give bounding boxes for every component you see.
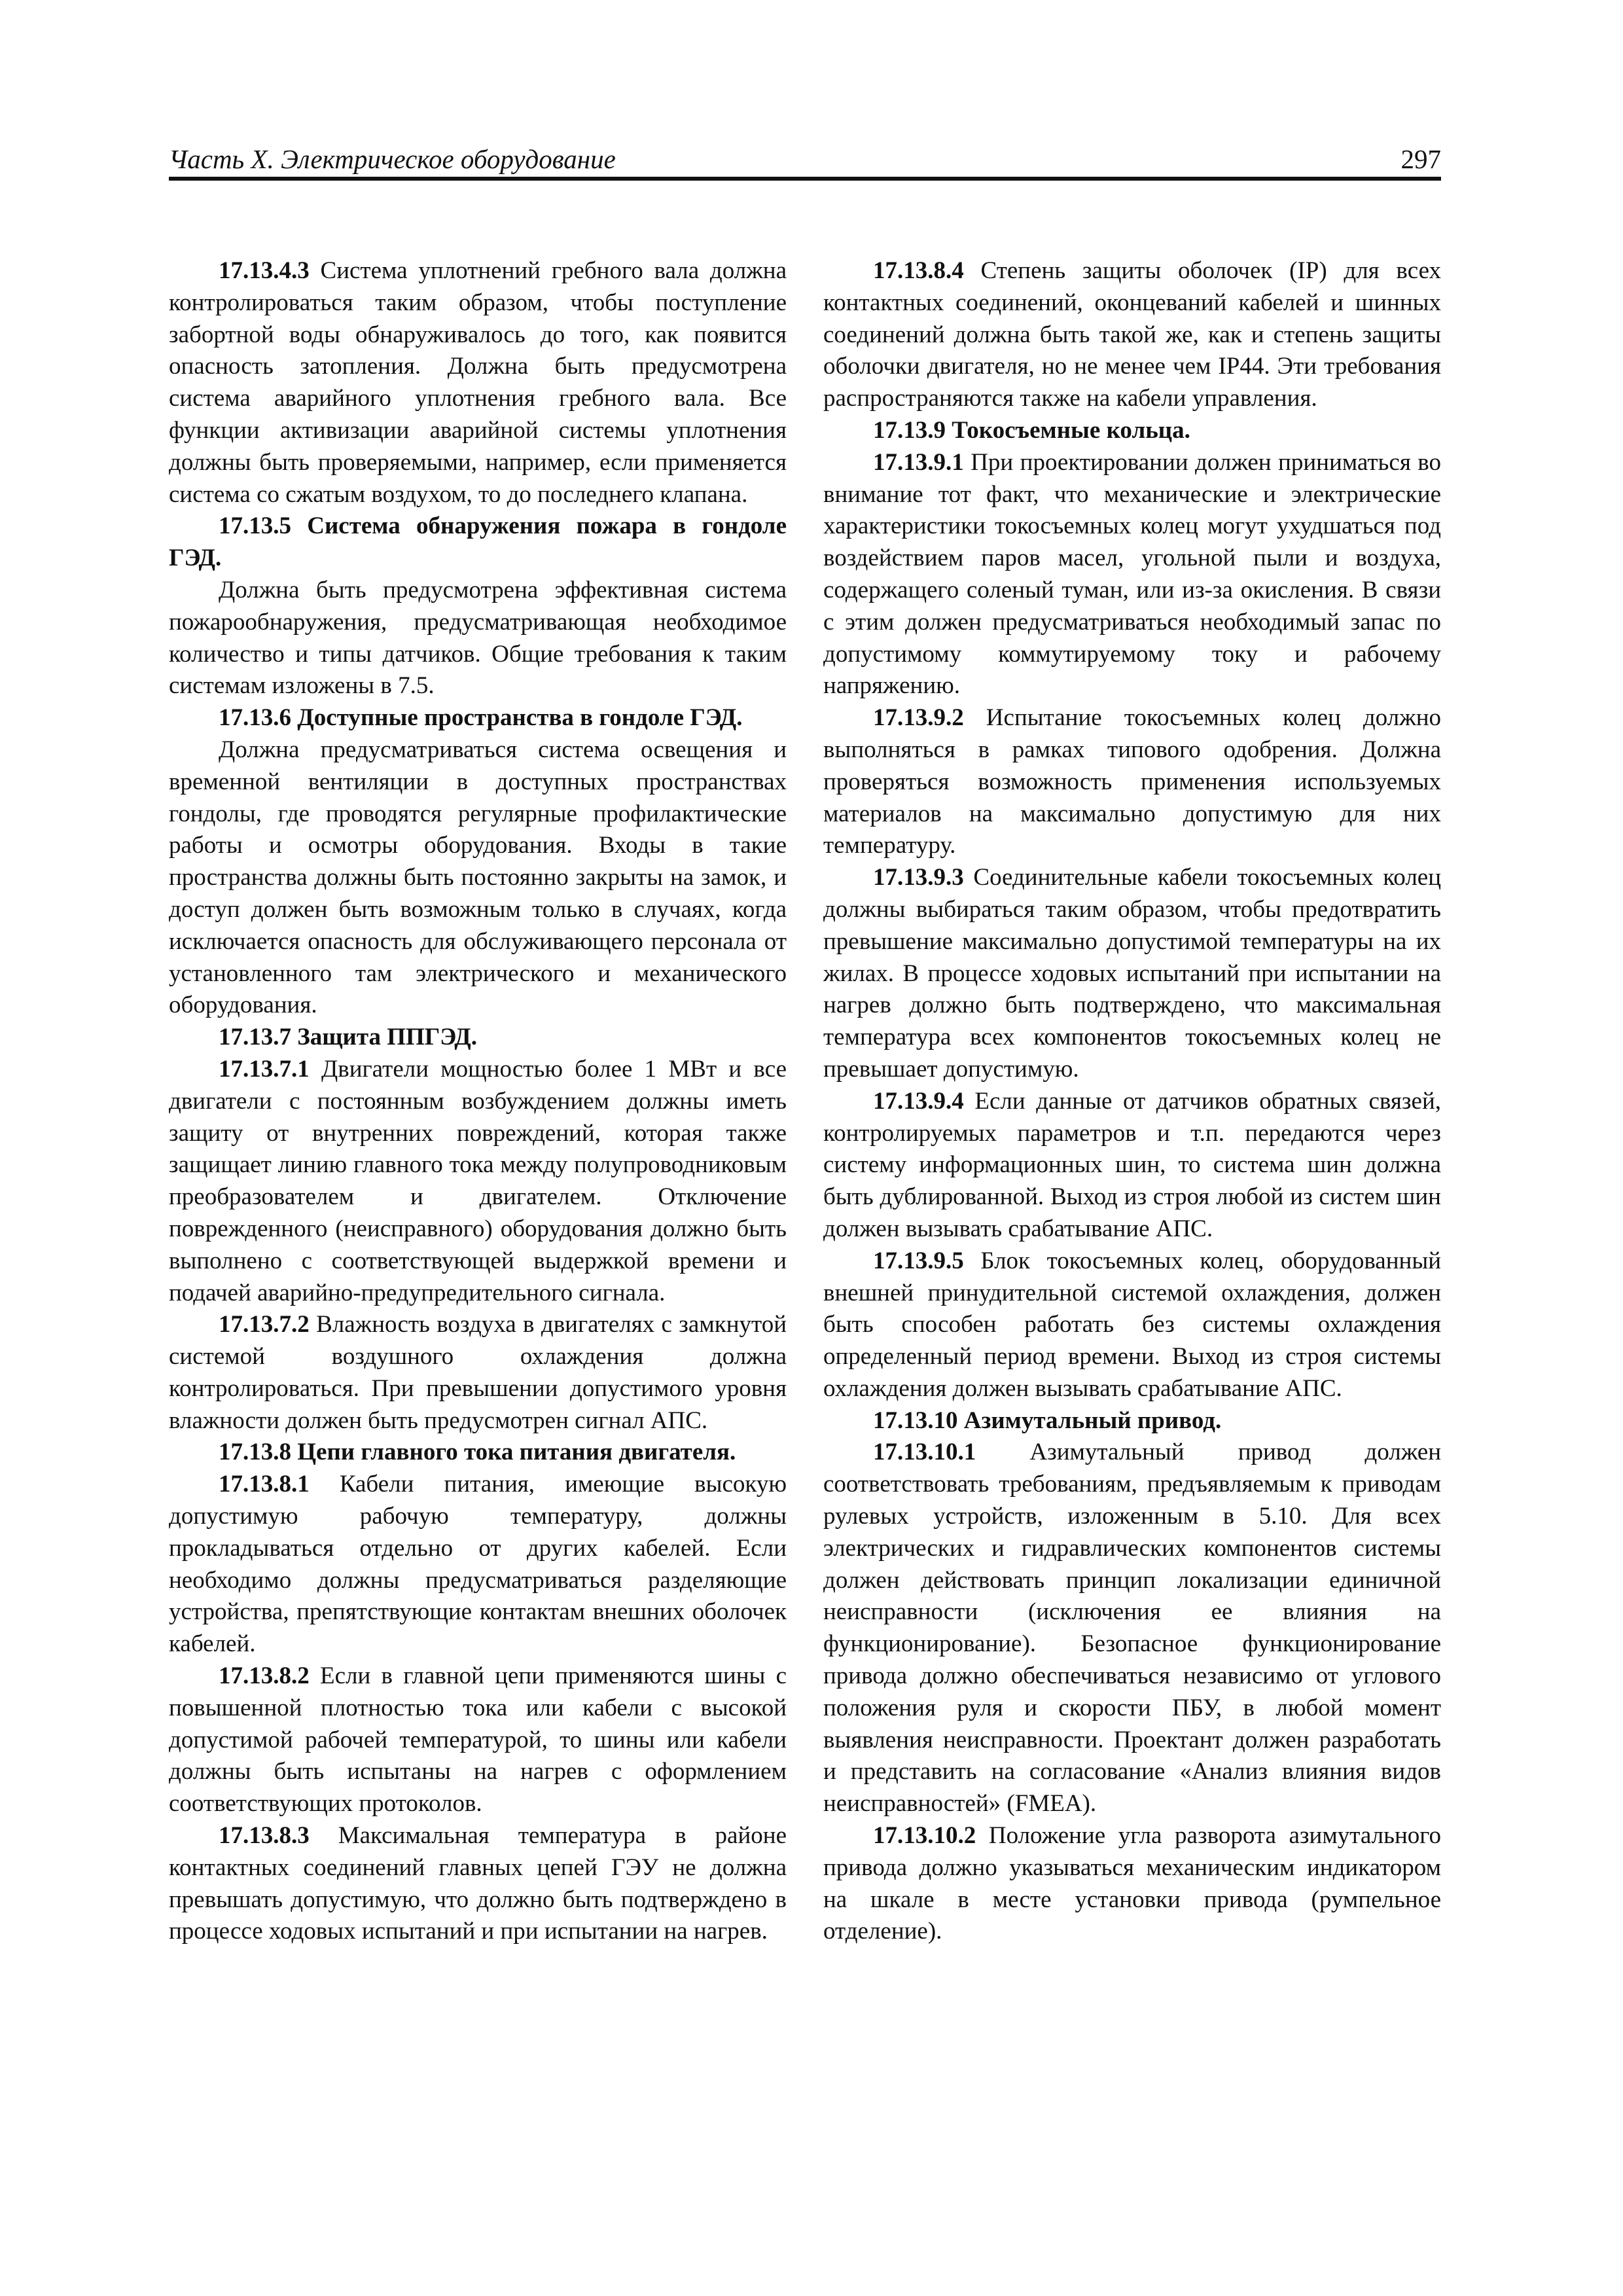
section-heading bbox=[823, 1405, 1441, 1437]
clause-number: 17.13.7.1 bbox=[219, 1055, 310, 1083]
paragraph bbox=[823, 862, 1441, 1086]
clause-number: 17.13.9.4 bbox=[873, 1087, 964, 1115]
paragraph-text: Должна предусматриваться система освещения и временной вентиляции в доступных пространствах гондолы, где проводятся регулярные профилактические работы и осмотры оборудования. Входы в такие пространства должны быть постоянно закрыты на замок, и доступ должен быть возможным только в случаях, когда исключается опасность для обслуживающего персонала от установленного там электрического и механического оборудования. bbox=[169, 736, 787, 1019]
heading-text: Токосъемные кольца. bbox=[952, 416, 1190, 444]
running-header bbox=[169, 139, 1441, 181]
paragraph bbox=[169, 1309, 787, 1437]
section-heading bbox=[823, 415, 1441, 447]
right-column bbox=[823, 255, 1441, 1948]
clause-number: 17.13.9 bbox=[873, 416, 946, 444]
section-heading bbox=[169, 1022, 787, 1054]
paragraph-text: Должна быть предусмотрена эффективная система пожарообнаружения, предусматривающая необходимое количество и типы датчиков. Общие требования к таким системам изложены в 7.5. bbox=[169, 576, 787, 700]
clause-number: 17.13.10 bbox=[873, 1407, 958, 1434]
clause-number: 17.13.8.2 bbox=[219, 1662, 310, 1690]
heading-text: Защита ППГЭД. bbox=[297, 1024, 478, 1051]
paragraph-text: Степень защиты оболочек (IP) для всех контактных соединений, оконцеваний кабелей и шинных соединений должна быть такой же, как и степень защиты оболочки двигателя, но не менее чем IP44. Эти требования распространяются также на кабели управления. bbox=[823, 257, 1441, 412]
clause-number: 17.13.8.3 bbox=[219, 1822, 310, 1850]
paragraph-text: Испытание токосъемных колец должно выполняться в рамках типового одобрения. Должна проверяться возможность применения используемых материалов на максимально допустимую для них температуру. bbox=[823, 704, 1441, 859]
clause-number: 17.13.8.4 bbox=[873, 257, 964, 284]
paragraph bbox=[169, 1054, 787, 1309]
paragraph-text: Положение угла разворота азимутального привода должно указываться механическим индикатором на шкале в месте установки привода (румпельное отделение). bbox=[823, 1822, 1441, 1945]
paragraph bbox=[823, 447, 1441, 702]
section-heading bbox=[169, 511, 787, 575]
heading-text: Цепи главного тока питания двигателя. bbox=[297, 1439, 736, 1466]
paragraph bbox=[823, 1086, 1441, 1246]
clause-number: 17.13.10.1 bbox=[873, 1439, 976, 1466]
heading-text: Азимутальный привод. bbox=[963, 1407, 1222, 1434]
paragraph-text: Если данные от датчиков обратных связей, контролируемых параметров и т.п. передаются через систему информационных шин, то система шин должна быть дублированной. Выход из строя любой из систем шин должен вызывать срабатывание АПС. bbox=[823, 1087, 1442, 1242]
paragraph-text: Блок токосъемных колец, оборудованный внешней принудительной системой охлаждения, должен быть способен работать без системы охлаждения определенный период времени. Выход из строя системы охлаждения должен вызывать срабатывание АПС. bbox=[823, 1247, 1441, 1402]
paragraph-text: Двигатели мощностью более 1 МВт и все двигатели с постоянным возбуждением должны иметь защиту от внутренних повреждений, которая также защищает линию главного тока между полупроводниковым преобразователем и двигателем. Отключение поврежденного (неисправного) оборудования должно быть выполнено с соответствующей выдержкой времени и подачей аварийно-предупредительного сигнала. bbox=[169, 1055, 787, 1306]
clause-number: 17.13.9.1 bbox=[873, 448, 964, 476]
paragraph-text: Если в главной цепи применяются шины с повышенной плотностью тока или кабели с высокой допустимой рабочей температурой, то шины или кабели должны быть испытаны на нагрев с оформлением соответствующих протоколов. bbox=[169, 1662, 787, 1818]
paragraph bbox=[823, 1437, 1441, 1820]
clause-number: 17.13.4.3 bbox=[219, 257, 310, 284]
paragraph bbox=[169, 575, 787, 702]
clause-number: 17.13.9.2 bbox=[873, 704, 964, 732]
paragraph bbox=[823, 1820, 1441, 1948]
paragraph bbox=[169, 255, 787, 511]
paragraph bbox=[823, 1246, 1441, 1405]
section-heading bbox=[169, 1437, 787, 1469]
clause-number: 17.13.10.2 bbox=[873, 1822, 976, 1850]
heading-text: Доступные пространства в гондоле ГЭД. bbox=[297, 704, 743, 732]
clause-number: 17.13.8 bbox=[219, 1439, 291, 1466]
paragraph bbox=[169, 1820, 787, 1948]
section-heading bbox=[169, 702, 787, 734]
paragraph-text: Влажность воздуха в двигателях с замкнутой системой воздушного охлаждения должна контролироваться. При превышении допустимого уровня влажности должен быть предусмотрен сигнал АПС. bbox=[169, 1311, 787, 1434]
paragraph-text: Максимальная температура в районе контактных соединений главных цепей ГЭУ не должна превышать допустимую, что должно быть подтверждено в процессе ходовых испытаний и при испытании на нагрев. bbox=[169, 1822, 787, 1945]
paragraph-text: Азимутальный привод должен соответствовать требованиям, предъявляемым к приводам рулевых устройств, изложенным в 5.10. Для всех электрических и гидравлических компонентов системы должен действовать принцип локализации единичной неисправности (исключения ее влияния на функционирование). Безопасное функционирование привода должно обеспечиваться независимо от углового положения руля и скорости ПБУ, в любой момент выявления неисправности. Проектант должен разработать и представить на согласование «Анализ влияния видов неисправностей» (FMEA). bbox=[823, 1439, 1442, 1818]
heading-text: Система обнаружения пожара в гондоле ГЭД. bbox=[169, 512, 787, 572]
paragraph bbox=[823, 702, 1441, 862]
paragraph bbox=[169, 1660, 787, 1820]
clause-number: 17.13.7.2 bbox=[219, 1311, 310, 1338]
clause-number: 17.13.7 bbox=[219, 1024, 291, 1051]
paragraph bbox=[169, 734, 787, 1022]
clause-number: 17.13.6 bbox=[219, 704, 291, 732]
paragraph-text: Кабели питания, имеющие высокую допустимую рабочую температуру, должны прокладываться отдельно от других кабелей. Если необходимо должны предусматриваться разделяющие устройства, препятствующие контактам внешних оболочек кабелей. bbox=[169, 1471, 787, 1658]
page-number: 297 bbox=[1400, 144, 1441, 174]
clause-number: 17.13.9.3 bbox=[873, 864, 964, 891]
clause-number: 17.13.5 bbox=[219, 512, 291, 540]
paragraph bbox=[169, 1469, 787, 1660]
clause-number: 17.13.8.1 bbox=[219, 1471, 310, 1498]
clause-number: 17.13.9.5 bbox=[873, 1247, 964, 1274]
paragraph-text: При проектировании должен приниматься во внимание тот факт, что механические и электрические характеристики токосъемных колец могут ухудшаться под воздействием паров масел, угольной пыли и воздуха, содержащего соленый туман, или из-за окисления. В связи с этим должен предусматриваться необходимый запас по допустимому коммутируемому току и рабочему напряжению. bbox=[823, 448, 1442, 700]
header-title: Часть X. Электрическое оборудование bbox=[169, 144, 616, 174]
paragraph bbox=[823, 255, 1441, 415]
paragraph-text: Соединительные кабели токосъемных колец должны выбираться таким образом, чтобы предотвратить превышение максимально допустимой температуры на их жилах. В процессе ходовых испытаний при испытании на нагрев должно быть подтверждено, что максимальная температура всех компонентов токосъемных колец не превышает допустимую. bbox=[823, 864, 1442, 1083]
left-column bbox=[169, 255, 787, 1948]
paragraph-text: Система уплотнений гребного вала должна контролироваться таким образом, чтобы поступление забортной воды обнаруживалось до того, как появится опасность затопления. Должна быть предусмотрена система аварийного уплотнения гребного вала. Все функции активизации аварийной системы уплотнения должны быть проверяемыми, например, если применяется система со сжатым воздухом, то до последнего клапана. bbox=[169, 257, 787, 508]
